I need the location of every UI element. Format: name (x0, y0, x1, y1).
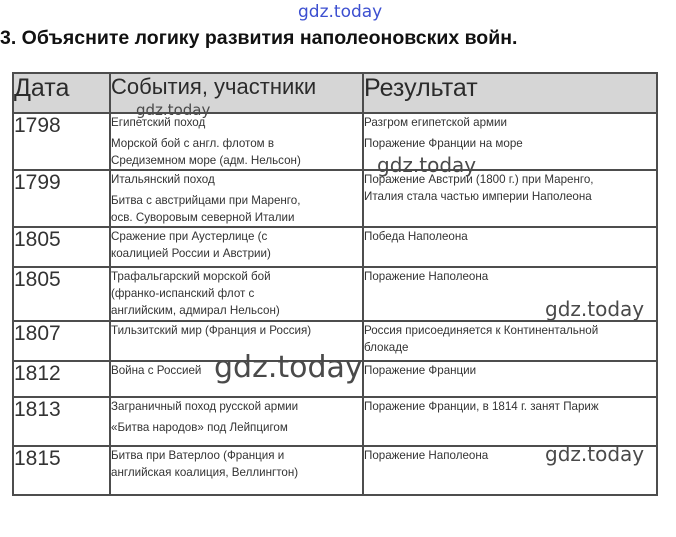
watermark: gdz.today (545, 297, 645, 321)
event-line: осв. Суворовым северной Италии (111, 211, 295, 224)
result-line: Россия присоединяется к Континентальной (364, 324, 599, 337)
event-line: Битва при Ватерлоо (Франция и (111, 449, 285, 462)
table-row (13, 397, 657, 446)
event-line: Война с Россией (111, 364, 202, 377)
event-line: Битва с австрийцами при Маренго, (111, 194, 301, 207)
result-cell (363, 397, 657, 446)
result-cell (363, 227, 657, 267)
year-cell: 1813 (13, 397, 110, 446)
events-cell (110, 267, 363, 321)
header-events: События, участники (110, 73, 363, 113)
year-cell: 1799 (13, 170, 110, 227)
result-cell (363, 170, 657, 227)
table-row (13, 170, 657, 227)
events-cell (110, 446, 363, 495)
year-cell: 1815 (13, 446, 110, 495)
events-cell (110, 397, 363, 446)
result-line: Победа Наполеона (364, 230, 468, 243)
event-line: Сражение при Аустерлице (с (111, 230, 268, 243)
event-line: Средиземном море (адм. Нельсон) (111, 154, 301, 167)
year-cell: 1807 (13, 321, 110, 361)
watermark: gdz.today (136, 101, 211, 119)
result-line: Разгром египетской армии (364, 116, 507, 129)
events-cell (110, 170, 363, 227)
result-line: Поражение Франции (364, 364, 477, 377)
header-date: Дата (13, 73, 110, 113)
watermark: gdz.today (545, 442, 645, 466)
result-cell (363, 361, 657, 397)
event-line: «Битва народов» под Лейпцигом (111, 421, 288, 434)
table-header-row (13, 73, 657, 113)
result-line: Поражение Франции на море (364, 137, 523, 150)
table-row (13, 113, 657, 170)
watermark: gdz.today (377, 153, 477, 177)
year-cell: 1805 (13, 227, 110, 267)
result-cell (363, 321, 657, 361)
header-result: Результат (363, 73, 657, 113)
year-cell: 1812 (13, 361, 110, 397)
result-line: Поражение Наполеона (364, 449, 489, 462)
result-line: Поражение Франции, в 1814 г. занят Париж (364, 400, 599, 413)
event-line: коалицией России и Австрии) (111, 247, 271, 260)
event-line: Тильзитский мир (Франция и Россия) (111, 324, 312, 337)
event-line: английская коалиция, Веллингтон) (111, 466, 299, 479)
events-cell (110, 227, 363, 267)
result-line: блокаде (364, 341, 409, 354)
event-line: Итальянский поход (111, 173, 215, 186)
result-line: Поражение Австрии (1800 г.) при Маренго, (364, 173, 594, 186)
event-line: Египетский поход (111, 116, 206, 129)
watermark-top: gdz.today (298, 2, 383, 22)
event-line: Заграничный поход русской армии (111, 400, 299, 413)
event-line: Морской бой с англ. флотом в (111, 137, 275, 150)
events-cell (110, 113, 363, 170)
event-line: Трафальгарский морской бой (111, 270, 271, 283)
year-cell: 1798 (13, 113, 110, 170)
result-line: Италия стала частью империи Наполеона (364, 190, 592, 203)
task-title: 3. Объясните логику развития наполеоновских войн. (0, 27, 518, 49)
event-line: английским, адмирал Нельсон) (111, 304, 280, 317)
year-cell: 1805 (13, 267, 110, 321)
table-row (13, 227, 657, 267)
watermark: gdz.today (214, 350, 363, 385)
history-table (12, 72, 658, 496)
result-line: Поражение Наполеона (364, 270, 489, 283)
event-line: (франко-испанский флот с (111, 287, 255, 300)
